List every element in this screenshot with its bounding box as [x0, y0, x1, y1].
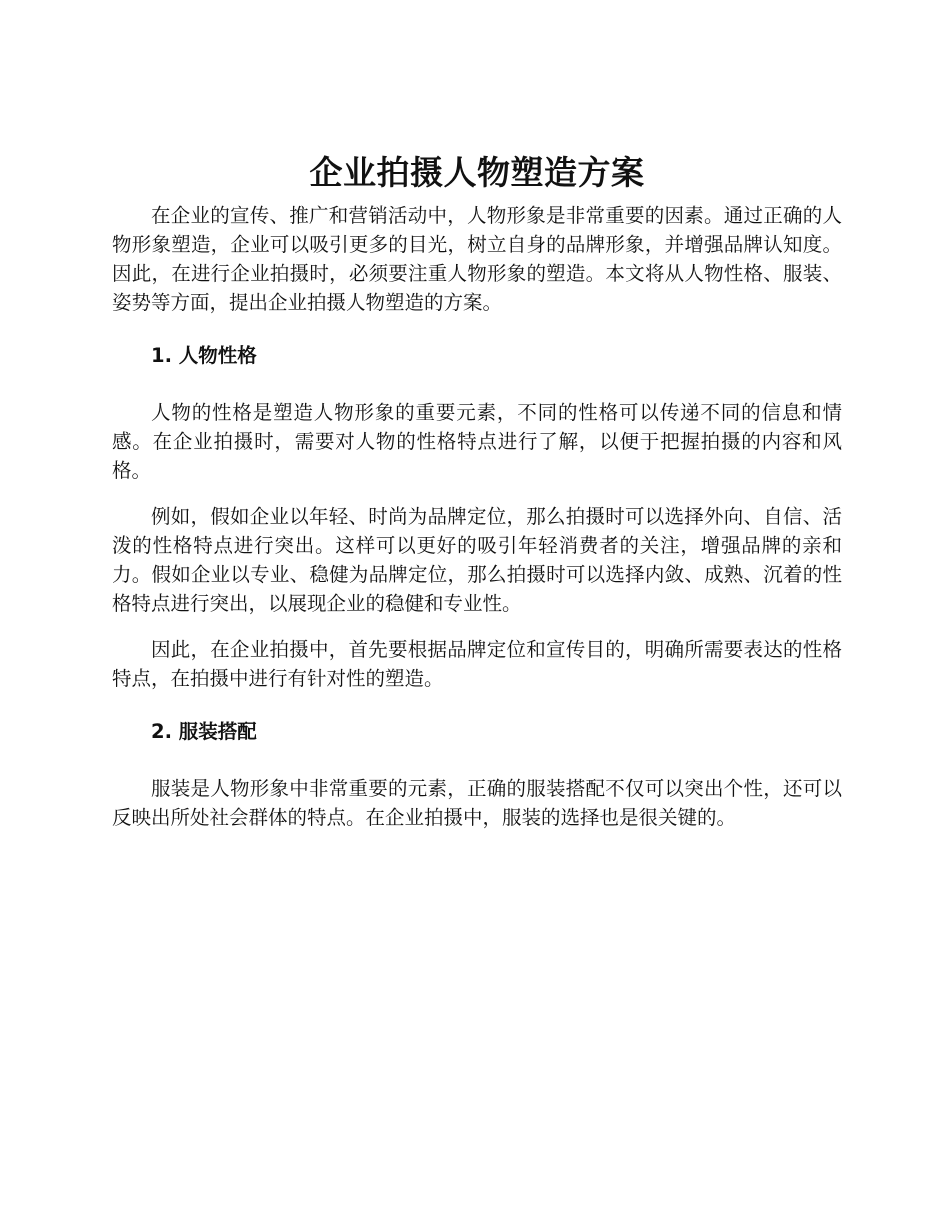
- personality-paragraph-1: 人物的性格是塑造人物形象的重要元素，不同的性格可以传递不同的信息和情感。在企业拍摄时，需要对人物的性格特点进行了解，以便于把握拍摄的内容和风格。: [112, 401, 842, 482]
- document-title: 企业拍摄人物塑造方案: [309, 153, 645, 192]
- section-heading-clothing: 2. 服装搭配: [151, 720, 257, 743]
- document-page: [112, 148, 842, 832]
- clothing-paragraph-1: 服装是人物形象中非常重要的元素，正确的服装搭配不仅可以突出个性，还可以反映出所处社会群体的特点。在企业拍摄中，服装的选择也是很关键的。: [112, 777, 842, 829]
- intro-paragraph: 在企业的宣传、推广和营销活动中，人物形象是非常重要的因素。通过正确的人物形象塑造，企业可以吸引更多的目光，树立自身的品牌形象，并增强品牌认知度。因此，在进行企业拍摄时，必须要注重人物形象的塑造。本文将从人物性格、服装、姿势等方面，提出企业拍摄人物塑造的方案。: [112, 204, 842, 314]
- section-heading-personality: 1. 人物性格: [151, 344, 257, 367]
- personality-paragraph-3: 因此，在企业拍摄中，首先要根据品牌定位和宣传目的，明确所需要表达的性格特点，在拍摄中进行有针对性的塑造。: [112, 638, 842, 690]
- personality-paragraph-2: 例如，假如企业以年轻、时尚为品牌定位，那么拍摄时可以选择外向、自信、活泼的性格特点进行突出。这样可以更好的吸引年轻消费者的关注，增强品牌的亲和力。假如企业以专业、稳健为品牌定位，那么拍摄时可以选择内敛、成熟、沉着的性格特点进行突出，以展现企业的稳健和专业性。: [112, 505, 842, 615]
